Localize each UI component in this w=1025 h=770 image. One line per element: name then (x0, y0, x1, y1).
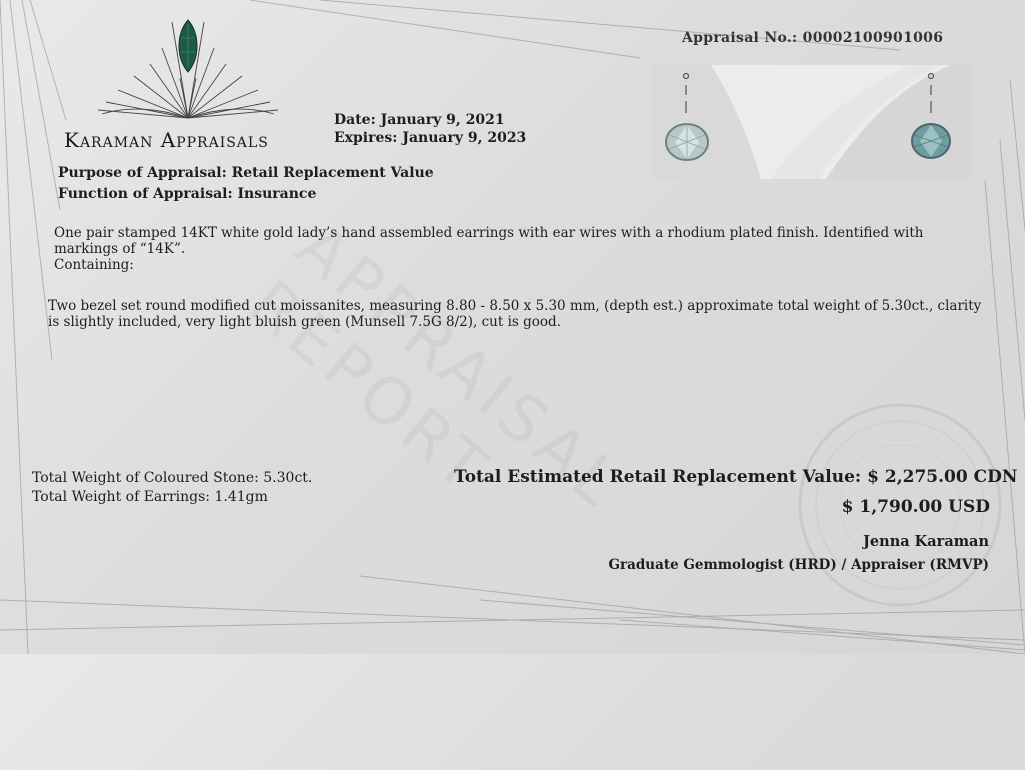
containing-label: Containing: (54, 257, 134, 273)
appraiser-credentials: Graduate Gemmologist (HRD) / Appraiser (RMVP) (608, 557, 989, 573)
purpose-of-appraisal: Purpose of Appraisal: Retail Replacement Value (58, 165, 434, 181)
brand-name: Karaman Appraisals (64, 128, 269, 152)
logo (88, 18, 288, 134)
right-earring-stone (912, 124, 950, 158)
coloured-stone-weight: Total Weight of Coloured Stone: 5.30ct. (32, 470, 313, 486)
left-earring-stone (666, 124, 708, 160)
expiry-date: Expires: January 9, 2023 (334, 130, 527, 146)
replacement-value-cdn: Total Estimated Retail Replacement Value: $ 2,275.00 CDN (454, 467, 1018, 487)
item-description: One pair stamped 14KT white gold lady’s hand assembled earrings with ear wires with a rhodium plated finish. Identified with markings of “14K”. (54, 225, 924, 257)
earrings-photo (651, 65, 971, 179)
function-of-appraisal: Function of Appraisal: Insurance (58, 186, 317, 202)
appraiser-name: Jenna Karaman (863, 533, 989, 550)
appraisal-date: Date: January 9, 2021 (334, 112, 505, 128)
diamond-logo-icon (88, 18, 288, 130)
earrings-weight: Total Weight of Earrings: 1.41gm (32, 489, 268, 505)
appraisal-number: Appraisal No.: 00002100901006 (682, 30, 944, 46)
earrings-illustration (651, 65, 971, 179)
stones-description: Two bezel set round modified cut moissanites, measuring 8.80 - 8.50 x 5.30 mm, (depth est.) approximate total weight of 5.30ct., clarity is slightly included, very light bluish green (Munsell 7.5G 8/2), cut is good. (48, 298, 982, 330)
replacement-value-usd: $ 1,790.00 USD (841, 497, 990, 517)
